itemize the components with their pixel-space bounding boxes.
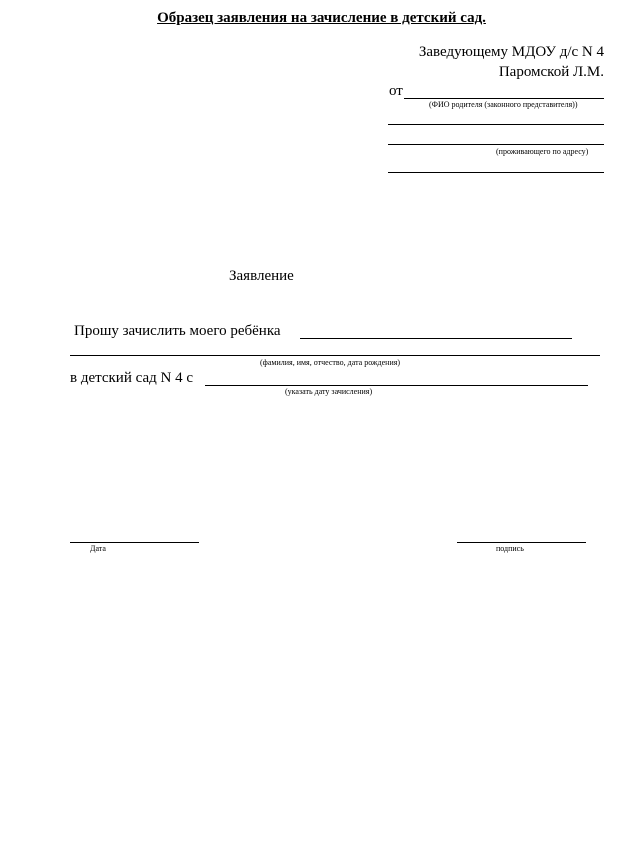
- document-title: Образец заявления на зачисление в детский сад.: [157, 10, 486, 26]
- address-hint: (проживающего по адресу): [496, 147, 589, 156]
- parent-name-field-2[interactable]: [388, 124, 604, 125]
- addressee-line-2: Паромской Л.М.: [498, 64, 604, 80]
- request-text: Прошу зачислить моего ребёнка: [74, 323, 281, 339]
- address-field[interactable]: [388, 144, 604, 145]
- enrollment-date-field[interactable]: [205, 385, 588, 386]
- from-label: от: [389, 83, 403, 99]
- child-name-field-2[interactable]: [70, 355, 600, 356]
- kindergarten-text: в детский сад N 4 с: [70, 370, 193, 386]
- statement-heading: Заявление: [229, 268, 294, 284]
- date-label: Дата: [90, 544, 106, 553]
- signature-field[interactable]: [457, 542, 586, 543]
- addressee-line-1: Заведующему МДОУ д/с N 4: [418, 44, 604, 60]
- enrollment-date-hint: (указать дату зачисления): [285, 387, 373, 396]
- date-field[interactable]: [70, 542, 199, 543]
- child-info-hint: (фамилия, имя, отчество, дата рождения): [260, 358, 401, 367]
- child-name-field[interactable]: [300, 338, 572, 339]
- parent-name-hint: (ФИО родителя (законного представителя)): [429, 100, 578, 109]
- parent-name-field[interactable]: [404, 98, 604, 99]
- signature-label: подпись: [496, 544, 524, 553]
- address-field-2[interactable]: [388, 172, 604, 173]
